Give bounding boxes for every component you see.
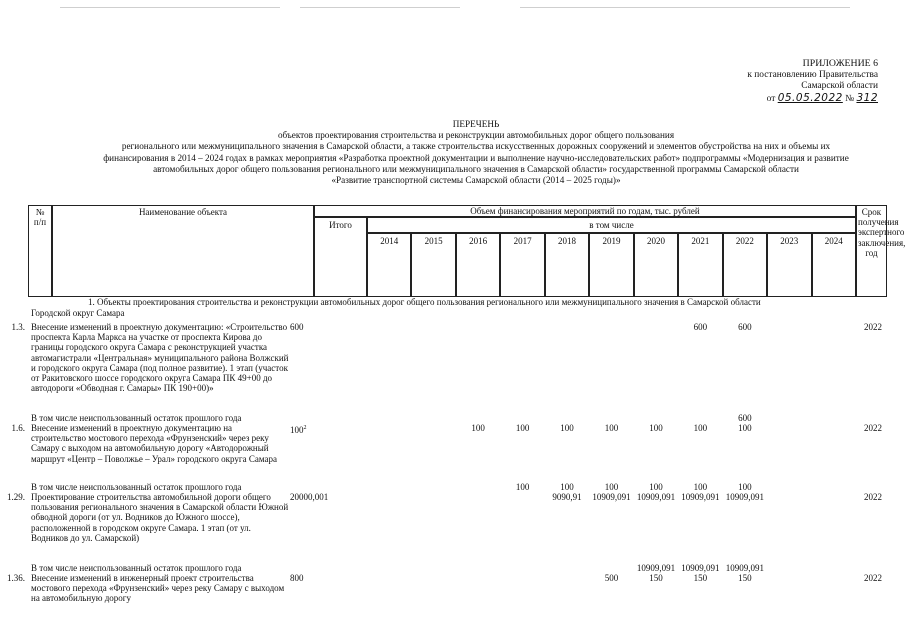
header-col-term: Срок получения экспертного заключения, год [856,205,887,297]
header-year-2017: 2017 [500,233,544,297]
section-title: 1. Объекты проектирования строительства и реконструкции автомобильных дорог общего пользования регионального или межмуниципального значения в Самарской области [88,297,761,307]
header-col-name: Наименование объекта [52,205,314,297]
residual-value-2022: 10909,091 [725,563,764,573]
header-year-2023: 2023 [767,233,811,297]
handwritten-date: 05.05.2022 [777,91,843,104]
residual-value-2022: 600 [738,413,752,423]
row-term: 2022 [864,573,882,583]
row-object-name: Внесение изменений в инженерный проект строительства мостового перехода «Фрунзенский» через реку Самару с выходом на автомобильную дорогу [31,573,285,604]
scan-line [60,7,280,8]
residual-value-2020: 100 [649,482,663,492]
residual-value-2022: 100 [738,482,752,492]
row-object-name: Проектирование строительства автомобильной дороги общего пользования регионального значения в Самарской области Южной обводной дороги (от ул. Водников до Южного шоссе), расположенной в городском округе Самара. 1 этап (от ул. Водников до ул. Самарской) [31,492,289,543]
row-number: 1.3. [11,322,25,332]
header-year-2015: 2015 [411,233,455,297]
residual-label: В том числе неиспользованный остаток прошлого года [31,413,242,423]
header-year-2024: 2024 [812,233,856,297]
appendix-line-2: Самарской области [801,81,878,91]
residual-value-2018: 100 [560,482,574,492]
row-value-2017: 100 [515,423,530,433]
header-year-2016: 2016 [456,233,500,297]
header-col-funding: Объем финансирования мероприятий по годам, тыс. рублей [314,205,856,217]
row-value-2022: 100 [738,423,752,433]
header-year-2018: 2018 [545,233,589,297]
row-value-2020: 10909,091 [636,492,676,502]
appendix-title: ПРИЛОЖЕНИЕ 6 [802,58,878,69]
row-object-name: Внесение изменений в проектную документацию: «Строительство проспекта Карла Маркса на участке от проспекта Кирова до границы городского округа Самара с реконструкцией участка автомагистрали «Центральная» муниципального района Волжский и городского округа Самара (под полное развитие). 1 этап (участок от Ракитовского шоссе городского округа Самара ПК 49+00 до автодороги «Обводная г. Самары» ПК 190+00)» [31,322,289,394]
section-subtitle: Городской округ Самара [31,308,125,318]
scan-line [300,7,460,8]
row-term: 2022 [864,322,882,332]
residual-value-2021: 10909,091 [681,563,720,573]
header-year-2020: 2020 [634,233,678,297]
heading-line: автомобильных дорог общего пользования регионального или межмуниципального значения в Самарской области» государственной программы Самарской области [153,163,799,174]
header-year-2014: 2014 [367,233,411,297]
header-year-2021: 2021 [678,233,722,297]
row-total: $100^2$ [290,425,307,435]
row-value-2021: 10909,091 [681,492,720,502]
heading-line: финансирования в 2014 – 2024 годах в рамках мероприятия «Разработка проектной документации и выполнение научно-исследовательских работ» подпрограммы «Модернизация и развитие [103,152,849,163]
number-prefix: № [845,93,855,104]
header-year-2019: 2019 [589,233,633,297]
row-total: 600 [290,322,304,332]
appendix-date-line [700,93,878,106]
row-total: 800 [290,573,304,583]
heading-line: объектов проектирования строительства и реконструкции автомобильных дорог общего пользования [277,130,675,141]
row-value-2021: 600 [693,322,708,332]
row-total: 20000,001 [290,492,329,502]
header-col-including: в том числе [367,217,856,233]
row-term: 2022 [864,492,882,502]
handwritten-number: 312 [856,91,878,104]
heading-line: «Развитие транспортной системы Самарской области (2014 – 2025 годы)» [331,175,621,186]
residual-value-2019: 100 [604,482,619,492]
row-value-2019: 100 [604,423,619,433]
row-value-2018: 100 [560,423,574,433]
table-header [28,205,905,297]
header-col-no: № п/п [28,205,52,297]
heading-line: регионального или межмуниципального значения в Самарской области, а также строительства искусственных дорожных сооружений и элементов обустройства на них и объемы их [121,141,831,152]
row-value-2022: 150 [738,573,752,583]
header-year-2022: 2022 [723,233,767,297]
heading-title: ПЕРЕЧЕНЬ [452,119,500,129]
row-value-2022: 600 [738,322,752,332]
header-col-total: Итого [314,217,367,297]
row-number: 1.29. [7,492,25,502]
row-number: 1.36. [7,573,25,583]
row-number: 1.6. [11,423,25,433]
date-prefix: от [766,93,776,104]
appendix-block [700,58,878,105]
row-value-2019: 10909,091 [592,492,631,502]
residual-value-2021: 100 [693,482,708,492]
row-value-2021: 100 [693,423,708,433]
row-value-2018: 9090,91 [552,492,582,502]
document-heading [80,119,872,186]
scan-line [520,7,850,8]
row-term: 2022 [864,423,882,433]
residual-label: В том числе неиспользованный остаток прошлого года [31,482,242,492]
row-value-2019: 500 [604,573,619,583]
residual-label: В том числе неиспользованный остаток прошлого года [31,563,242,573]
row-value-2021: 150 [693,573,708,583]
appendix-line-1: к постановлению Правительства [747,69,878,80]
residual-value-2020: 10909,091 [636,563,676,573]
row-value-2020: 100 [649,423,663,433]
row-value-2022: 10909,091 [725,492,764,502]
row-value-2020: 150 [649,573,663,583]
row-value-2016: 100 [471,423,485,433]
row-object-name: Внесение изменений в проектную документацию на строительство мостового перехода «Фрунзенский» через реку Самару с выходом на автомобильную дорогу «Автодорожный маршрут «Центр – Поволжье – Урал» городского округа Самара [31,423,277,464]
residual-value-2017: 100 [515,482,530,492]
